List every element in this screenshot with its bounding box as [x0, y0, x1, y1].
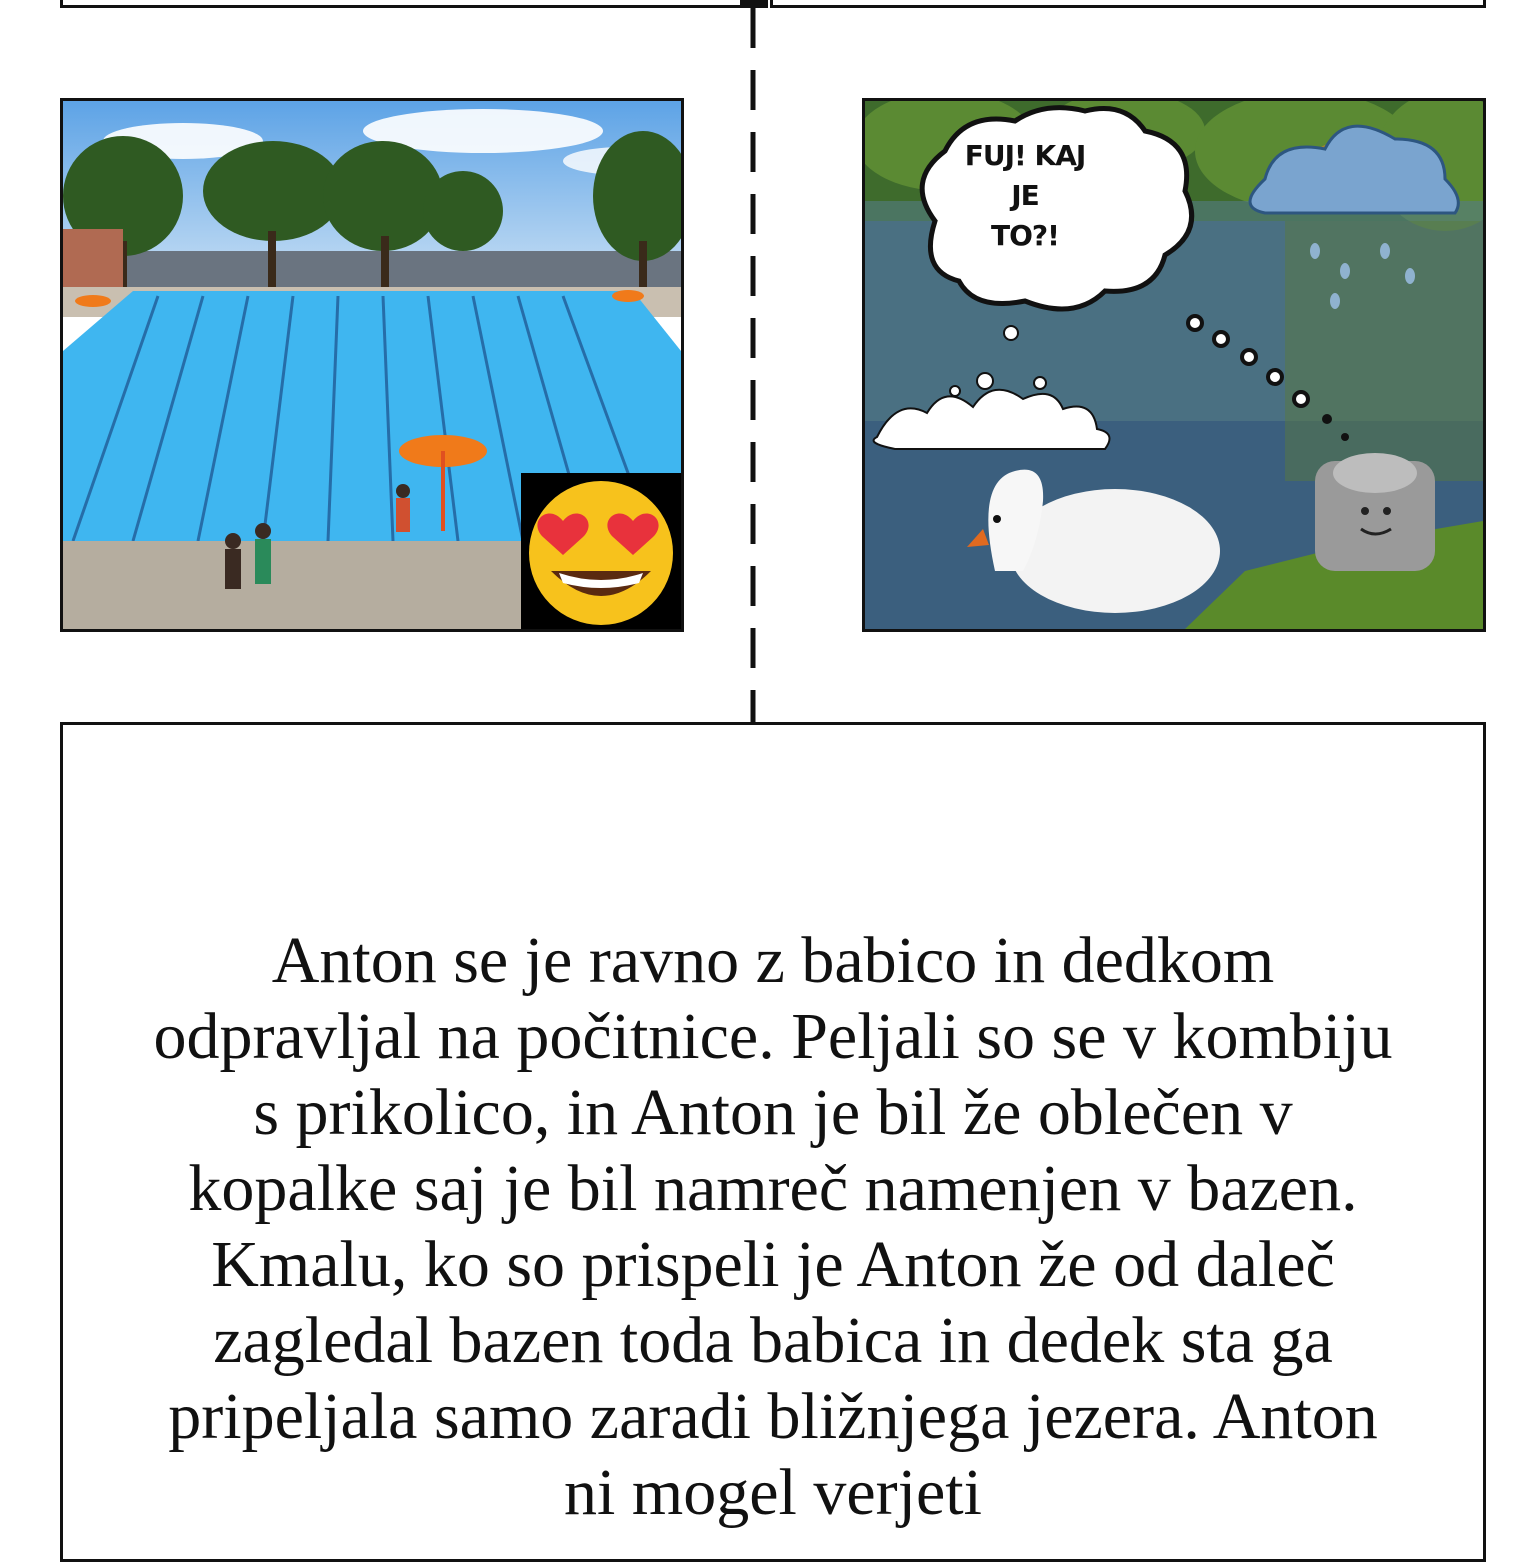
story-panel	[60, 722, 1486, 1562]
pool-photo	[60, 98, 684, 632]
top-left-panel	[60, 0, 752, 8]
dashed-divider	[748, 8, 758, 724]
top-right-panel	[770, 0, 1486, 8]
heart-eyes-emoji-icon	[521, 473, 681, 629]
lake-photo	[862, 98, 1486, 632]
panel-connector	[740, 0, 768, 8]
story-text: Anton se je ravno z babico in dedkom odpravljal na počitnice. Peljali so se v kombiju s prikolico, in Anton je bil že oblečen v kopalke saj je bil namreč namenjen v bazen. Kmalu, ko so prispeli je Anton že od daleč zagledal bazen toda babica in dedek sta ga pripeljala samo zaradi bližnjega jezera. Anton ni mogel verjeti	[153, 924, 1393, 1529]
speech-bubble-text: FUJ! KAJ JE TO?!	[964, 139, 1086, 252]
lego-figure-icon	[1315, 453, 1435, 571]
